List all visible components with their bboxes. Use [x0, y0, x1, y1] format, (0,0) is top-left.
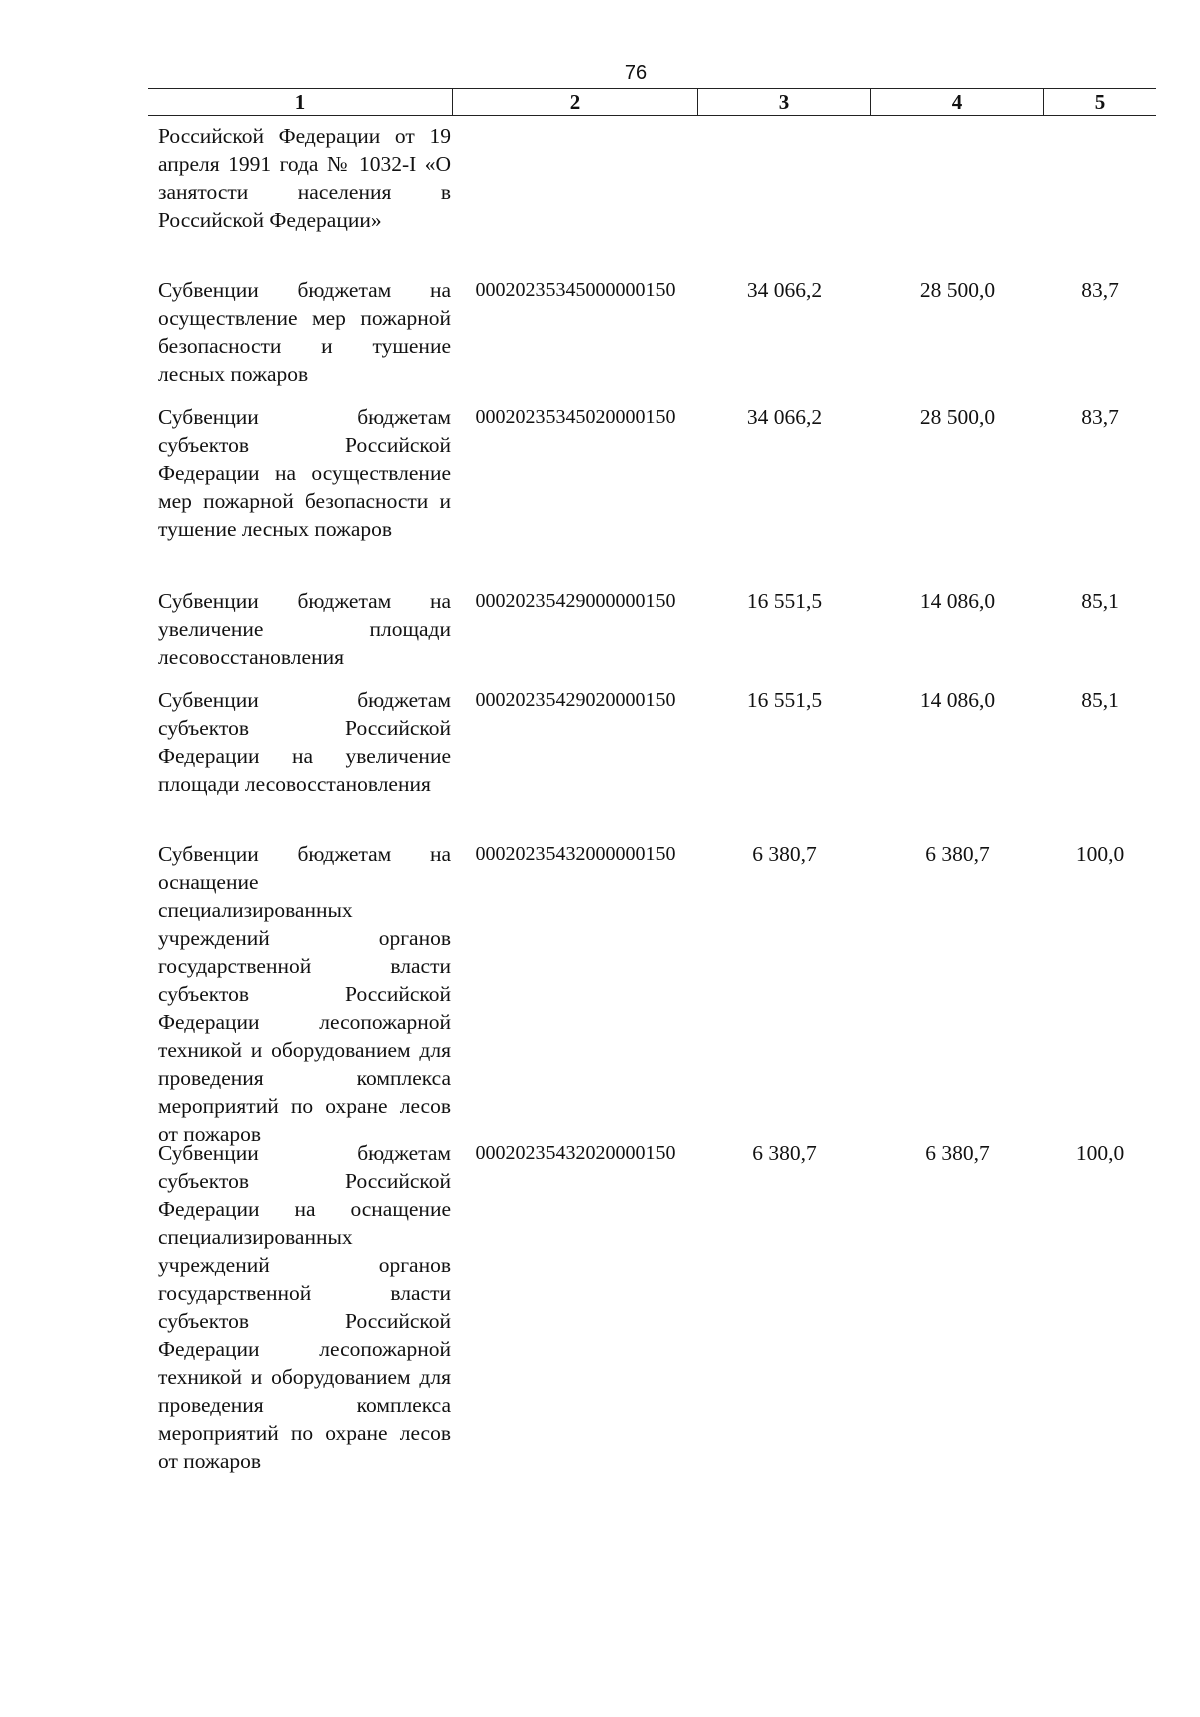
table-row [148, 403, 1156, 543]
column-header-2: 2 [453, 89, 698, 115]
row-value-4: 14 086,0 [919, 589, 996, 613]
column-header-3: 3 [698, 89, 871, 115]
row-code: 00020235429000000150 [475, 590, 676, 612]
row-code: 00020235432000000150 [475, 843, 676, 865]
row-value-5: 83,7 [1081, 278, 1119, 302]
row-value-3: 34 066,2 [746, 405, 823, 429]
row-description: Субвенции бюджетам субъектов Российской Федерации на осуществление мер пожарной безопасности и тушение лесных пожаров [158, 405, 451, 541]
row-description: Субвенции бюджетам на увеличение площади лесовосстановления [158, 589, 451, 669]
row-value-4: 28 500,0 [919, 278, 996, 302]
row-value-4: 14 086,0 [919, 688, 996, 712]
row-value-5: 100,0 [1075, 1141, 1125, 1165]
row-description: Субвенции бюджетам на оснащение специализированных учреждений органов государственной власти субъектов Российской Федерации лесопожарной техникой и оборудованием для проведения комплекса мероприятий по охране лесов от пожаров [158, 842, 451, 1146]
row-description: Российской Федерации от 19 апреля 1991 года № 1032-I «О занятости населения в Российской Федерации» [158, 124, 451, 232]
table-row [148, 1139, 1156, 1475]
table-header [148, 88, 1156, 116]
row-value-3: 6 380,7 [752, 1141, 817, 1165]
row-value-4: 6 380,7 [925, 1141, 990, 1165]
row-description: Субвенции бюджетам на осуществление мер пожарной безопасности и тушение лесных пожаров [158, 278, 451, 386]
row-description: Субвенции бюджетам субъектов Российской Федерации на оснащение специализированных учреждений органов государственной власти субъектов Российской Федерации лесопожарной техникой и оборудованием для проведения комплекса мероприятий по охране лесов от пожаров [158, 1141, 451, 1473]
row-code: 00020235429020000150 [475, 689, 676, 711]
table-row [148, 587, 1156, 671]
row-value-5: 100,0 [1075, 842, 1125, 866]
row-value-3: 16 551,5 [746, 589, 823, 613]
row-value-5: 83,7 [1081, 405, 1119, 429]
table-row [148, 840, 1156, 1148]
row-value-4: 28 500,0 [919, 405, 996, 429]
row-value-3: 16 551,5 [746, 688, 823, 712]
page-number: 76 [624, 62, 648, 84]
table-row [148, 276, 1156, 388]
row-value-5: 85,1 [1081, 688, 1119, 712]
row-code: 00020235345000000150 [475, 279, 676, 301]
table-row [148, 122, 1156, 234]
row-code: 00020235432020000150 [475, 1142, 676, 1164]
row-value-3: 34 066,2 [746, 278, 823, 302]
column-header-4: 4 [871, 89, 1044, 115]
row-value-4: 6 380,7 [925, 842, 990, 866]
column-header-5: 5 [1094, 90, 1106, 114]
column-header-1: 1 [148, 89, 453, 115]
row-description: Субвенции бюджетам субъектов Российской Федерации на увеличение площади лесовосстановления [158, 688, 451, 796]
table-row [148, 686, 1156, 798]
row-code: 00020235345020000150 [475, 406, 676, 428]
row-value-5: 85,1 [1081, 589, 1119, 613]
row-value-3: 6 380,7 [752, 842, 817, 866]
